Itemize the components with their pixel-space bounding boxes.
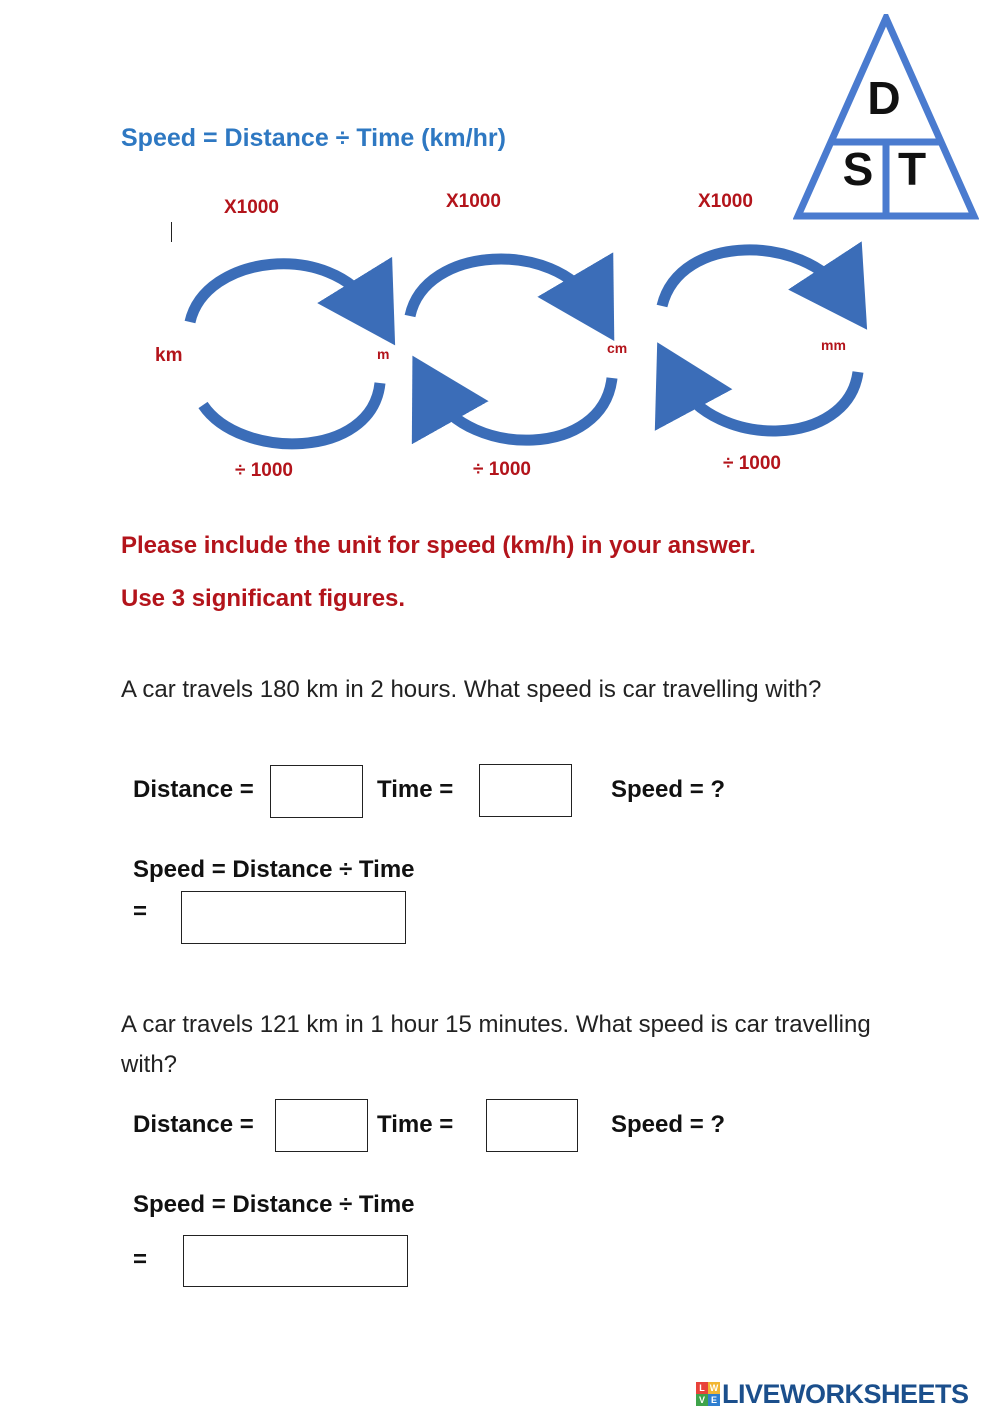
- q2-formula: Speed = Distance ÷ Time: [133, 1191, 415, 1218]
- q1-answer-input[interactable]: [181, 891, 406, 944]
- arrow-mm-to-cm: [678, 372, 858, 431]
- speed-formula-title: Speed = Distance ÷ Time (km/hr): [121, 124, 506, 152]
- liveworksheets-logo: [696, 1377, 969, 1411]
- text-cursor: [171, 222, 172, 242]
- q2-time-input[interactable]: [486, 1099, 578, 1152]
- unit-km: km: [155, 345, 183, 366]
- unit-mm: mm: [821, 337, 846, 353]
- arrow-m-to-cm: [410, 259, 592, 316]
- triangle-time-letter: T: [897, 143, 927, 195]
- instruction-sig-figs: Use 3 significant figures.: [121, 585, 406, 612]
- unit-m: m: [377, 346, 390, 362]
- multiply-label-1: X1000: [224, 197, 279, 218]
- divide-label-2: ÷ 1000: [473, 459, 531, 480]
- instruction-unit: Please include the unit for speed (km/h) in your answer.: [121, 532, 756, 559]
- q1-speed-label: Speed = ?: [611, 776, 726, 803]
- unit-cm: cm: [607, 340, 628, 356]
- q2-equals-sign: =: [133, 1246, 148, 1273]
- q1-time-input[interactable]: [479, 764, 572, 817]
- question-2-text: A car travels 121 km in 1 hour 15 minutes. What speed is car travelling with?: [121, 1011, 871, 1078]
- multiply-label-2: X1000: [446, 191, 501, 212]
- unit-conversion-diagram: [0, 0, 1000, 500]
- q1-distance-label: Distance =: [133, 776, 254, 803]
- triangle-speed-letter: S: [842, 143, 874, 195]
- q1-time-label: Time =: [377, 776, 454, 803]
- q2-answer-input[interactable]: [183, 1235, 408, 1287]
- q2-speed-label: Speed = ?: [611, 1111, 726, 1138]
- q2-distance-label: Distance =: [133, 1111, 254, 1138]
- q1-formula: Speed = Distance ÷ Time: [133, 856, 415, 883]
- arrow-cm-to-m: [434, 378, 612, 440]
- question-1-text: A car travels 180 km in 2 hours. What speed is car travelling with?: [121, 676, 822, 703]
- arrow-cm-to-mm: [662, 250, 843, 306]
- arrow-m-to-km: [203, 383, 380, 444]
- q1-distance-input[interactable]: [270, 765, 363, 818]
- q2-distance-input[interactable]: [275, 1099, 368, 1152]
- triangle-distance-letter: D: [867, 72, 901, 124]
- q1-equals-sign: =: [133, 898, 148, 925]
- q2-time-label: Time =: [377, 1111, 454, 1138]
- arrow-km-to-m: [190, 264, 372, 322]
- divide-label-3: ÷ 1000: [723, 453, 781, 474]
- liveworksheets-icon: L W V E: [696, 1382, 720, 1406]
- multiply-label-3: X1000: [698, 191, 753, 212]
- liveworksheets-brand-text: LIVEWORKSHEETS: [722, 1378, 969, 1409]
- divide-label-1: ÷ 1000: [235, 460, 293, 481]
